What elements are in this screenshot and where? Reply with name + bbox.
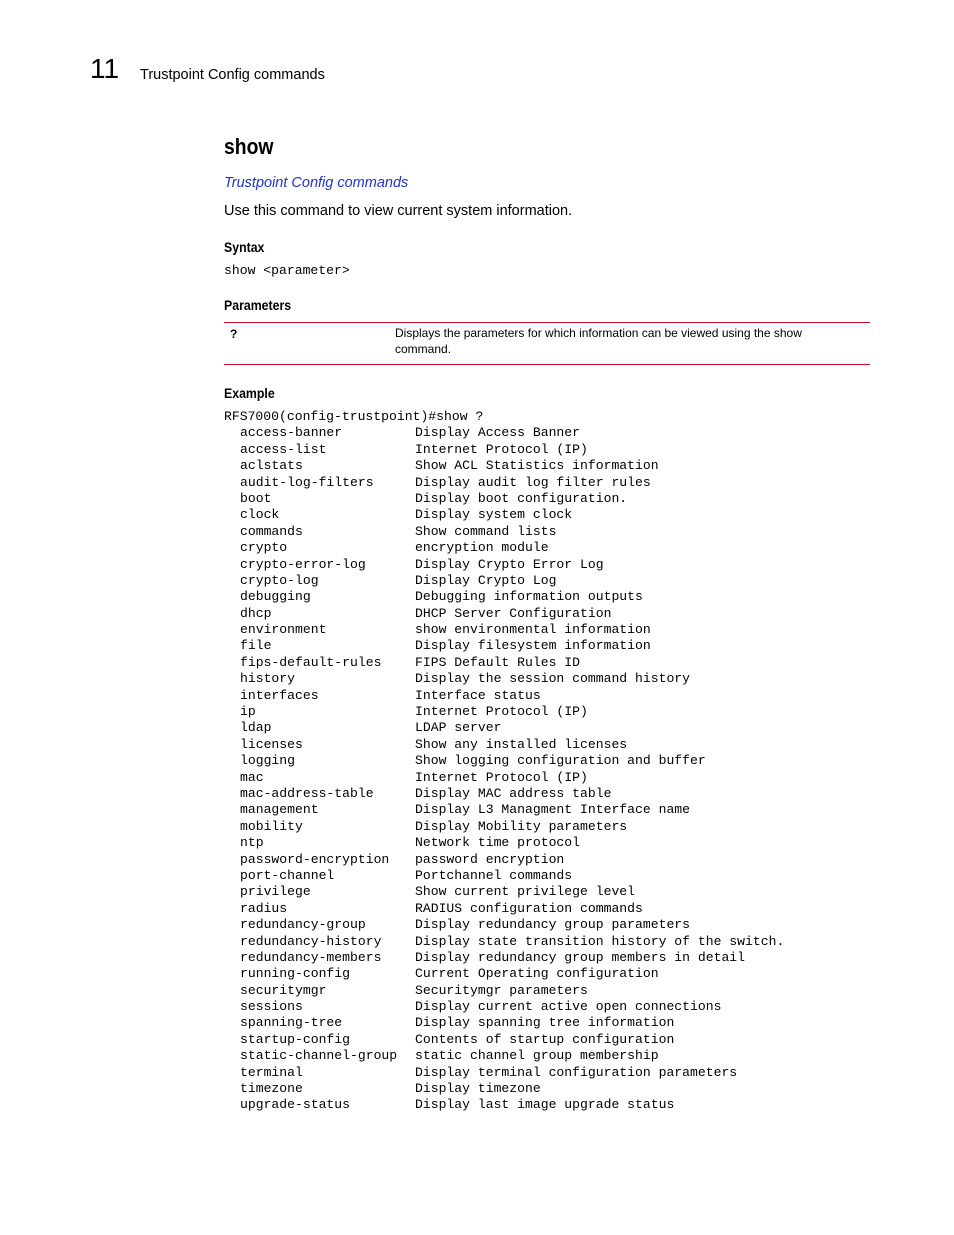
example-line xyxy=(224,606,864,622)
example-description: Network time protocol xyxy=(415,835,581,851)
example-command: mobility xyxy=(240,818,303,834)
example-line xyxy=(224,950,864,966)
example-heading: Example xyxy=(224,385,275,401)
example-line xyxy=(224,934,864,950)
syntax-heading: Syntax xyxy=(224,239,265,255)
example-description: Internet Protocol (IP) xyxy=(415,704,588,720)
example-command: file xyxy=(240,638,272,654)
example-line xyxy=(224,737,864,753)
example-command: environment xyxy=(240,622,327,638)
example-description: password encryption xyxy=(415,851,565,867)
example-description: Display filesystem information xyxy=(415,638,651,654)
chapter-number: 11 xyxy=(90,53,120,84)
example-command: mac-address-table xyxy=(240,785,374,801)
example-command: mac xyxy=(240,769,264,785)
example-line xyxy=(224,835,864,851)
example-line xyxy=(224,573,864,589)
example-line xyxy=(224,589,864,605)
example-code xyxy=(224,409,864,1114)
example-line xyxy=(224,884,864,900)
chapter-title: Trustpoint Config commands xyxy=(140,67,325,83)
example-command: crypto-log xyxy=(240,572,319,588)
example-line xyxy=(224,688,864,704)
example-description: Show command lists xyxy=(415,523,557,539)
example-description: Display terminal configuration parameters xyxy=(415,1064,738,1080)
example-command: logging xyxy=(240,753,296,769)
example-description: Current Operating configuration xyxy=(415,966,659,982)
example-description: Display Mobility parameters xyxy=(415,818,628,834)
example-description: Show current privilege level xyxy=(415,884,636,900)
example-line xyxy=(224,1015,864,1031)
example-description: Display Access Banner xyxy=(415,425,581,441)
example-description: Securitymgr parameters xyxy=(415,982,588,998)
example-line xyxy=(224,475,864,491)
example-description: Show logging configuration and buffer xyxy=(415,753,706,769)
example-command: dhcp xyxy=(240,605,272,621)
example-description: Display boot configuration. xyxy=(415,490,628,506)
example-command: redundancy-history xyxy=(240,933,382,949)
syntax-code: show <parameter> xyxy=(224,263,350,278)
example-description: Portchannel commands xyxy=(415,867,573,883)
example-command: timezone xyxy=(240,1081,303,1097)
example-line xyxy=(224,622,864,638)
example-description: Internet Protocol (IP) xyxy=(415,769,588,785)
example-line xyxy=(224,507,864,523)
example-command: commands xyxy=(240,523,303,539)
section-link[interactable]: Trustpoint Config commands xyxy=(224,175,409,191)
example-line xyxy=(224,868,864,884)
parameters-table xyxy=(224,322,870,365)
example-line xyxy=(224,655,864,671)
example-command: boot xyxy=(240,490,272,506)
example-command: licenses xyxy=(240,736,303,752)
example-description: encryption module xyxy=(415,540,549,556)
example-command: upgrade-status xyxy=(240,1097,351,1113)
example-command: startup-config xyxy=(240,1031,351,1047)
example-command: redundancy-members xyxy=(240,949,382,965)
example-description: Display redundancy group members in detail xyxy=(415,949,746,965)
example-command: debugging xyxy=(240,589,311,605)
example-command: crypto-error-log xyxy=(240,556,366,572)
example-line xyxy=(224,1048,864,1064)
example-description: Display current active open connections xyxy=(415,999,722,1015)
example-line xyxy=(224,425,864,441)
example-prompt: RFS7000(config-trustpoint)#show ? xyxy=(224,409,484,424)
intro-text: Use this command to view current system information. xyxy=(224,203,573,219)
example-command: ip xyxy=(240,704,256,720)
example-line xyxy=(224,770,864,786)
example-description: show environmental information xyxy=(415,622,651,638)
example-description: RADIUS configuration commands xyxy=(415,900,643,916)
example-description: Display timezone xyxy=(415,1081,541,1097)
example-description: Display system clock xyxy=(415,507,573,523)
example-description: FIPS Default Rules ID xyxy=(415,654,581,670)
example-description: DHCP Server Configuration xyxy=(415,605,612,621)
example-line xyxy=(224,1032,864,1048)
example-command: aclstats xyxy=(240,458,303,474)
example-line xyxy=(224,753,864,769)
example-command: running-config xyxy=(240,966,351,982)
example-command: password-encryption xyxy=(240,851,390,867)
example-line xyxy=(224,901,864,917)
example-command: static-channel-group xyxy=(240,1048,398,1064)
example-line xyxy=(224,524,864,540)
example-command: crypto xyxy=(240,540,288,556)
page-title: show xyxy=(224,134,274,159)
example-line xyxy=(224,1097,864,1113)
example-line xyxy=(224,966,864,982)
example-description: Display L3 Managment Interface name xyxy=(415,802,691,818)
example-description: Display audit log filter rules xyxy=(415,474,651,490)
example-command: clock xyxy=(240,507,280,523)
example-command: radius xyxy=(240,900,288,916)
example-line xyxy=(224,983,864,999)
example-description: Display the session command history xyxy=(415,671,691,687)
example-command: ldap xyxy=(240,720,272,736)
example-description: static channel group membership xyxy=(415,1048,659,1064)
parameter-name: ? xyxy=(230,327,238,341)
example-command: terminal xyxy=(240,1064,303,1080)
example-command: history xyxy=(240,671,296,687)
example-description: Contents of startup configuration xyxy=(415,1031,675,1047)
parameters-heading: Parameters xyxy=(224,297,292,313)
example-line xyxy=(224,458,864,474)
example-line xyxy=(224,442,864,458)
example-line xyxy=(224,704,864,720)
example-command: privilege xyxy=(240,884,311,900)
example-description: Display state transition history of the switch. xyxy=(415,933,785,949)
example-command: redundancy-group xyxy=(240,917,366,933)
example-line xyxy=(224,671,864,687)
example-line xyxy=(224,638,864,654)
example-command: sessions xyxy=(240,999,303,1015)
example-line xyxy=(224,852,864,868)
example-line xyxy=(224,819,864,835)
example-line xyxy=(224,1065,864,1081)
example-line xyxy=(224,557,864,573)
example-command: audit-log-filters xyxy=(240,474,374,490)
example-line xyxy=(224,1081,864,1097)
example-description: Display redundancy group parameters xyxy=(415,917,691,933)
example-command: interfaces xyxy=(240,687,319,703)
example-line xyxy=(224,917,864,933)
example-command: securitymgr xyxy=(240,982,327,998)
example-command: fips-default-rules xyxy=(240,654,382,670)
example-line xyxy=(224,999,864,1015)
parameter-description: Displays the parameters for which information can be viewed using the show command. xyxy=(395,326,802,356)
example-description: Debugging information outputs xyxy=(415,589,643,605)
example-description: Show any installed licenses xyxy=(415,736,628,752)
example-description: Display spanning tree information xyxy=(415,1015,675,1031)
example-line xyxy=(224,540,864,556)
example-line xyxy=(224,786,864,802)
example-line xyxy=(224,491,864,507)
example-command: spanning-tree xyxy=(240,1015,343,1031)
example-description: Display MAC address table xyxy=(415,785,612,801)
example-description: Internet Protocol (IP) xyxy=(415,441,588,457)
example-command: port-channel xyxy=(240,867,335,883)
example-description: Show ACL Statistics information xyxy=(415,458,659,474)
example-command: ntp xyxy=(240,835,264,851)
example-line xyxy=(224,720,864,736)
example-command: access-banner xyxy=(240,425,343,441)
example-description: Display Crypto Error Log xyxy=(415,556,604,572)
example-description: Display Crypto Log xyxy=(415,572,557,588)
example-command: management xyxy=(240,802,319,818)
example-description: Interface status xyxy=(415,687,541,703)
example-description: LDAP server xyxy=(415,720,502,736)
example-description: Display last image upgrade status xyxy=(415,1097,675,1113)
example-line xyxy=(224,802,864,818)
example-command: access-list xyxy=(240,441,327,457)
